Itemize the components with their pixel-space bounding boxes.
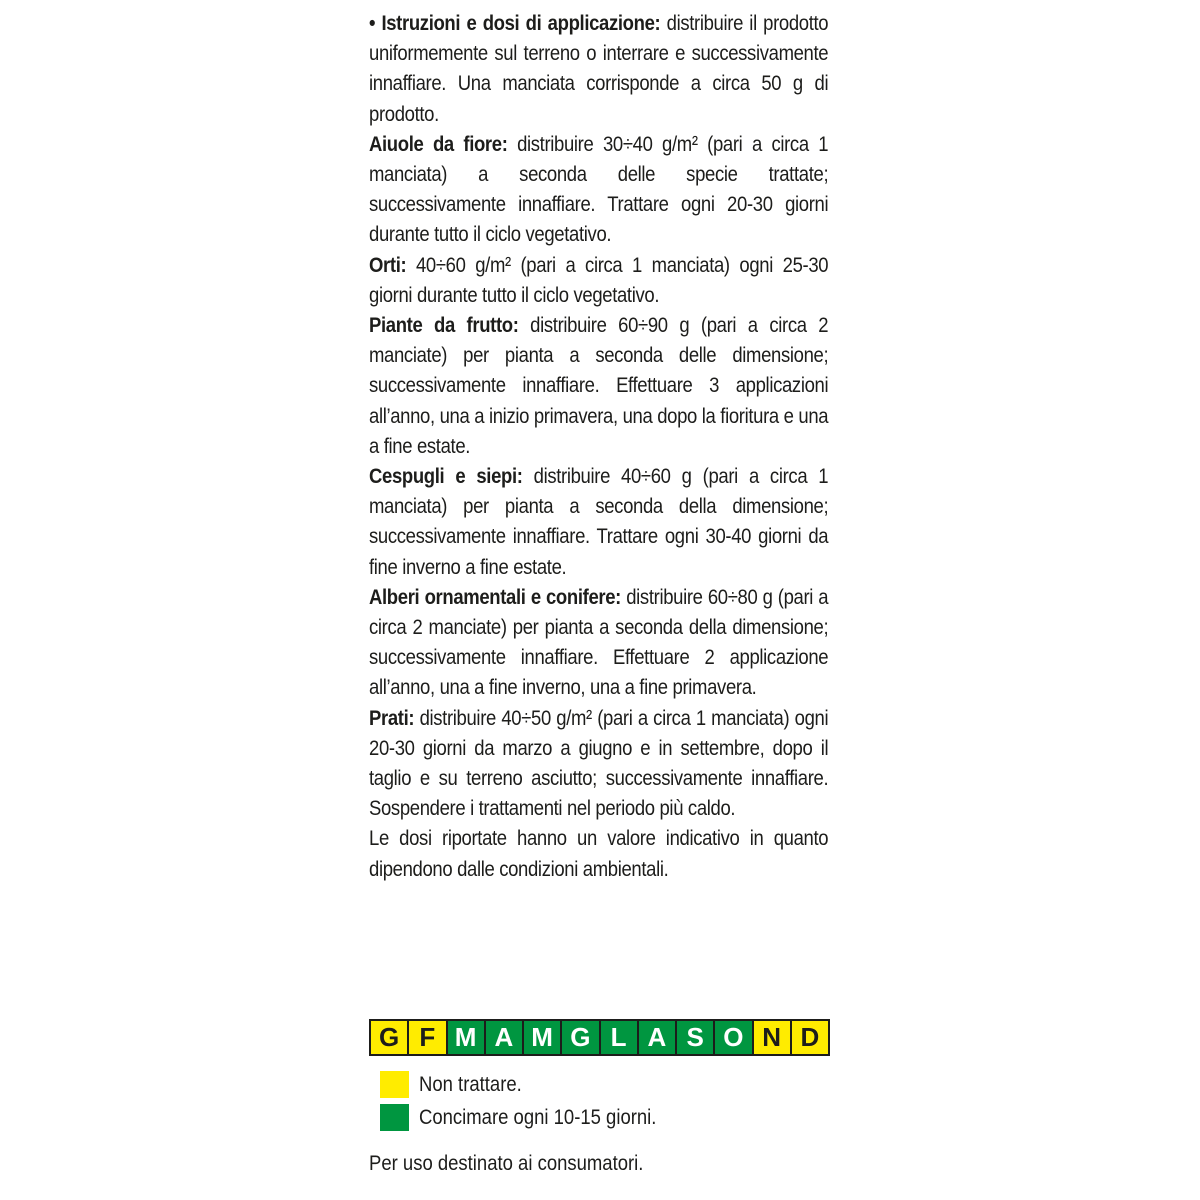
month-cell-aug: A: [639, 1021, 675, 1054]
month-cell-jul: L: [601, 1021, 637, 1054]
month-cell-oct: O: [715, 1021, 751, 1054]
month-cell-feb: F: [409, 1021, 445, 1054]
consumer-use-note: Per uso destinato ai consumatori.: [369, 1151, 644, 1175]
section-text: 40÷60 g/m² (pari a circa 1 manciata) ogni 25-30 giorni durante tutto il ciclo vegetativo.: [369, 252, 829, 307]
month-cell-sep: S: [677, 1021, 713, 1054]
legend-item-fertilize: [380, 1102, 695, 1132]
yellow-swatch: [380, 1071, 409, 1098]
section-text: distribuire 40÷50 g/m² (pari a circa 1 manciata) ogni 20-30 giorni da marzo a giugno e in settembre, dopo il taglio e su terreno asciutto; successivamente innaffiare. Sospendere i trattamenti nel periodo più caldo.: [369, 705, 829, 821]
section-heading: Orti:: [369, 252, 407, 277]
intro-text: distribuire il prodotto uniformemente sul terreno o interrare e successivamente innaffiare. Una manciata corrisponde a circa 50 g di prodotto.: [369, 11, 829, 126]
legend-label: Concimare ogni 10-15 giorni.: [419, 1104, 657, 1129]
month-cell-jan: G: [371, 1021, 407, 1054]
bullet: •: [369, 11, 376, 35]
instructions-text: [369, 8, 828, 884]
section-heading: Cespugli e siepi:: [369, 464, 523, 489]
intro-paragraph: [369, 8, 828, 129]
legend-item-no-treatment: [380, 1069, 539, 1099]
dosage-note: [369, 823, 828, 883]
section-heading: Alberi ornamentali e conifere:: [369, 584, 621, 609]
section-heading: Piante da frutto:: [369, 313, 519, 338]
legend-label: Non trattare.: [419, 1071, 522, 1096]
section-orti: [369, 250, 828, 310]
month-cell-apr: A: [486, 1021, 522, 1054]
dosage-note-text: Le dosi riportate hanno un valore indicativo in quanto dipendono dalle condizioni ambientali.: [369, 826, 829, 881]
section-heading: Prati:: [369, 705, 415, 730]
month-cell-nov: N: [754, 1021, 790, 1054]
month-cell-jun: G: [562, 1021, 598, 1054]
month-cell-dec: D: [792, 1021, 828, 1054]
section-text: distribuire 30÷40 g/m² (pari a circa 1 manciata) a seconda delle specie trattate; successivamente innaffiare. Trattare ogni 20-30 giorni durante tutto il ciclo vegetativo.: [369, 131, 829, 247]
section-alberi: [369, 582, 828, 703]
section-heading: Aiuole da fiore:: [369, 131, 508, 156]
section-text: distribuire 60÷80 g (pari a circa 2 manciate) per pianta a seconda della dimensione; successivamente innaffiare. Effettuare 2 applicazione all’anno, una a fine inverno, una a fine primavera.: [369, 584, 829, 700]
section-text: distribuire 40÷60 g (pari a circa 1 manciata) per pianta a seconda della dimensione; successivamente innaffiare. Trattare ogni 30-40 giorni da fine inverno a fine estate.: [369, 464, 829, 579]
section-piante-da-frutto: [369, 310, 828, 461]
section-aiuole: [369, 129, 828, 250]
intro-heading: Istruzioni e dosi di applicazione:: [381, 11, 661, 35]
section-prati: [369, 703, 828, 824]
section-text: distribuire 60÷90 g (pari a circa 2 manciate) per pianta a seconda delle dimensione; successivamente innaffiare. Effettuare 3 applicazioni all’anno, una a inizio primavera, una dopo la fioritura e una a fine estate.: [369, 313, 829, 458]
month-cell-mar: M: [448, 1021, 484, 1054]
section-cespugli-siepi: [369, 461, 828, 582]
application-calendar: [369, 1019, 830, 1056]
month-cell-may: M: [524, 1021, 560, 1054]
green-swatch: [380, 1104, 409, 1131]
